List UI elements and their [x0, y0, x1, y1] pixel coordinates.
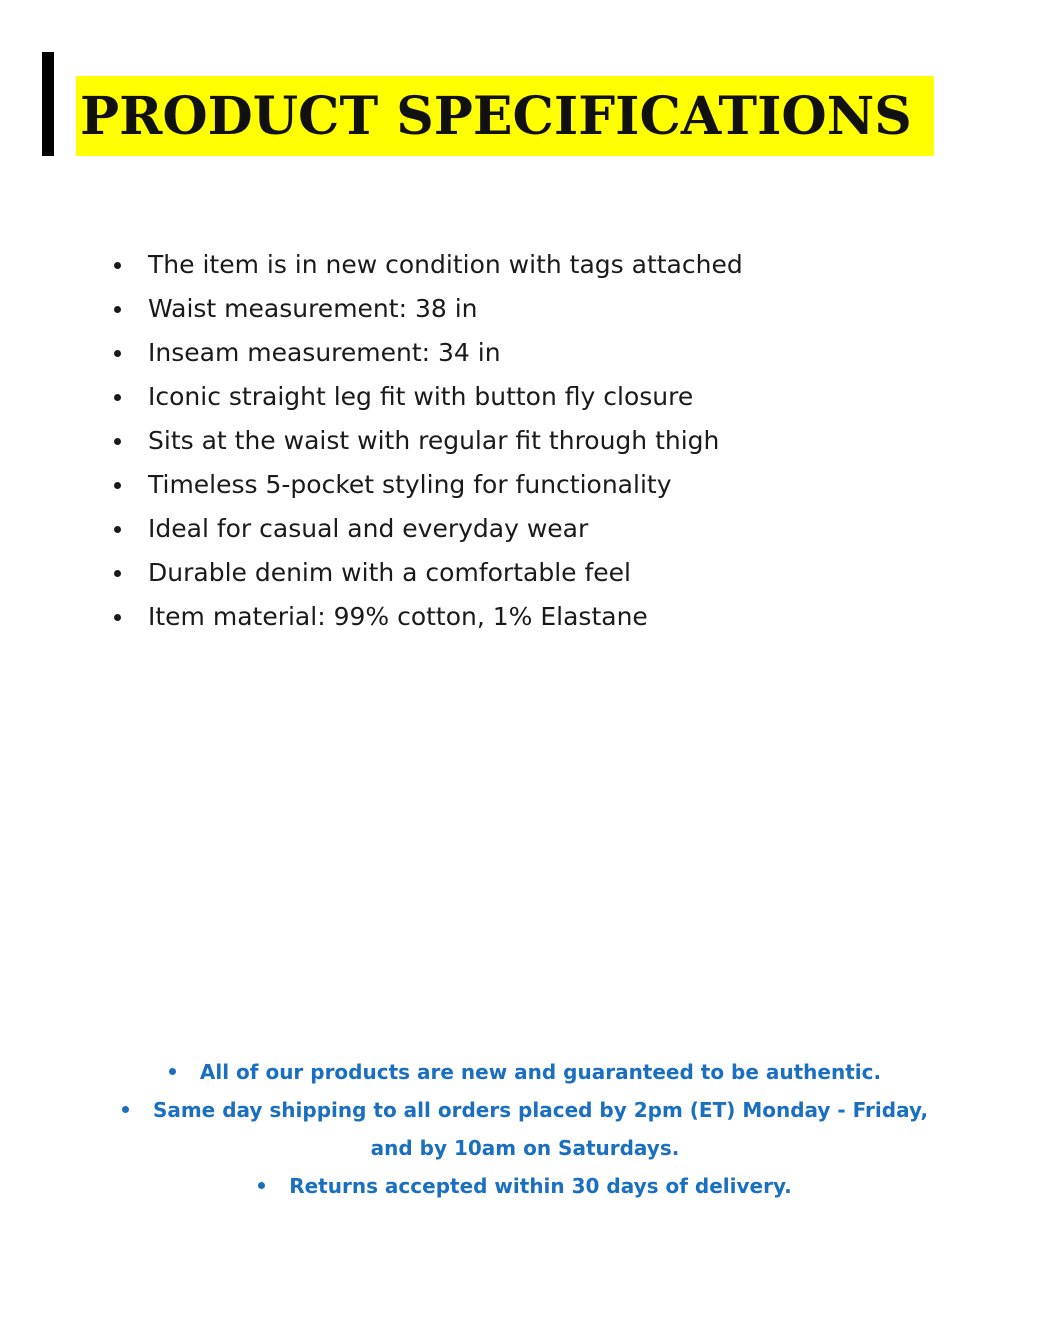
policy-note-returns [100, 1167, 950, 1205]
bullet-icon [114, 438, 121, 445]
list-item [110, 595, 743, 639]
store-policy-notes [100, 1053, 950, 1205]
bullet-icon [122, 1106, 129, 1113]
policy-note-shipping [100, 1091, 950, 1167]
spec-text: Timeless 5-pocket styling for functionality [148, 470, 672, 499]
title-accent-bar [42, 52, 54, 156]
bullet-icon [114, 262, 121, 269]
bullet-icon [114, 614, 121, 621]
spec-text: Waist measurement: 38 in [148, 294, 478, 323]
bullet-icon [258, 1182, 265, 1189]
spec-text: Ideal for casual and everyday wear [148, 514, 589, 543]
bullet-icon [114, 350, 121, 357]
list-item [110, 551, 743, 595]
page-title: PRODUCT SPECIFICATIONS [76, 76, 934, 156]
bullet-icon [169, 1068, 176, 1075]
list-item [110, 331, 743, 375]
bullet-icon [114, 482, 121, 489]
list-item [110, 419, 743, 463]
specifications-list [110, 243, 743, 639]
list-item [110, 507, 743, 551]
spec-text: Item material: 99% cotton, 1% Elastane [148, 602, 648, 631]
bullet-icon [114, 306, 121, 313]
spec-text: Sits at the waist with regular fit through thigh [148, 426, 720, 455]
spec-text: Iconic straight leg fit with button fly closure [148, 382, 694, 411]
spec-text: Inseam measurement: 34 in [148, 338, 501, 367]
list-item [110, 243, 743, 287]
bullet-icon [114, 394, 121, 401]
list-item [110, 375, 743, 419]
spec-text: Durable denim with a comfortable feel [148, 558, 631, 587]
spec-text: The item is in new condition with tags attached [148, 250, 743, 279]
bullet-icon [114, 526, 121, 533]
list-item [110, 463, 743, 507]
policy-note-text: Returns accepted within 30 days of delivery. [289, 1174, 792, 1198]
policy-note-text: All of our products are new and guaranteed to be authentic. [199, 1060, 882, 1084]
list-item [110, 287, 743, 331]
bullet-icon [114, 570, 121, 577]
policy-note-authentic [100, 1053, 950, 1091]
policy-note-text: Same day shipping to all orders placed by 2pm (ET) Monday - Friday, and by 10am on Saturdays. [152, 1098, 929, 1160]
